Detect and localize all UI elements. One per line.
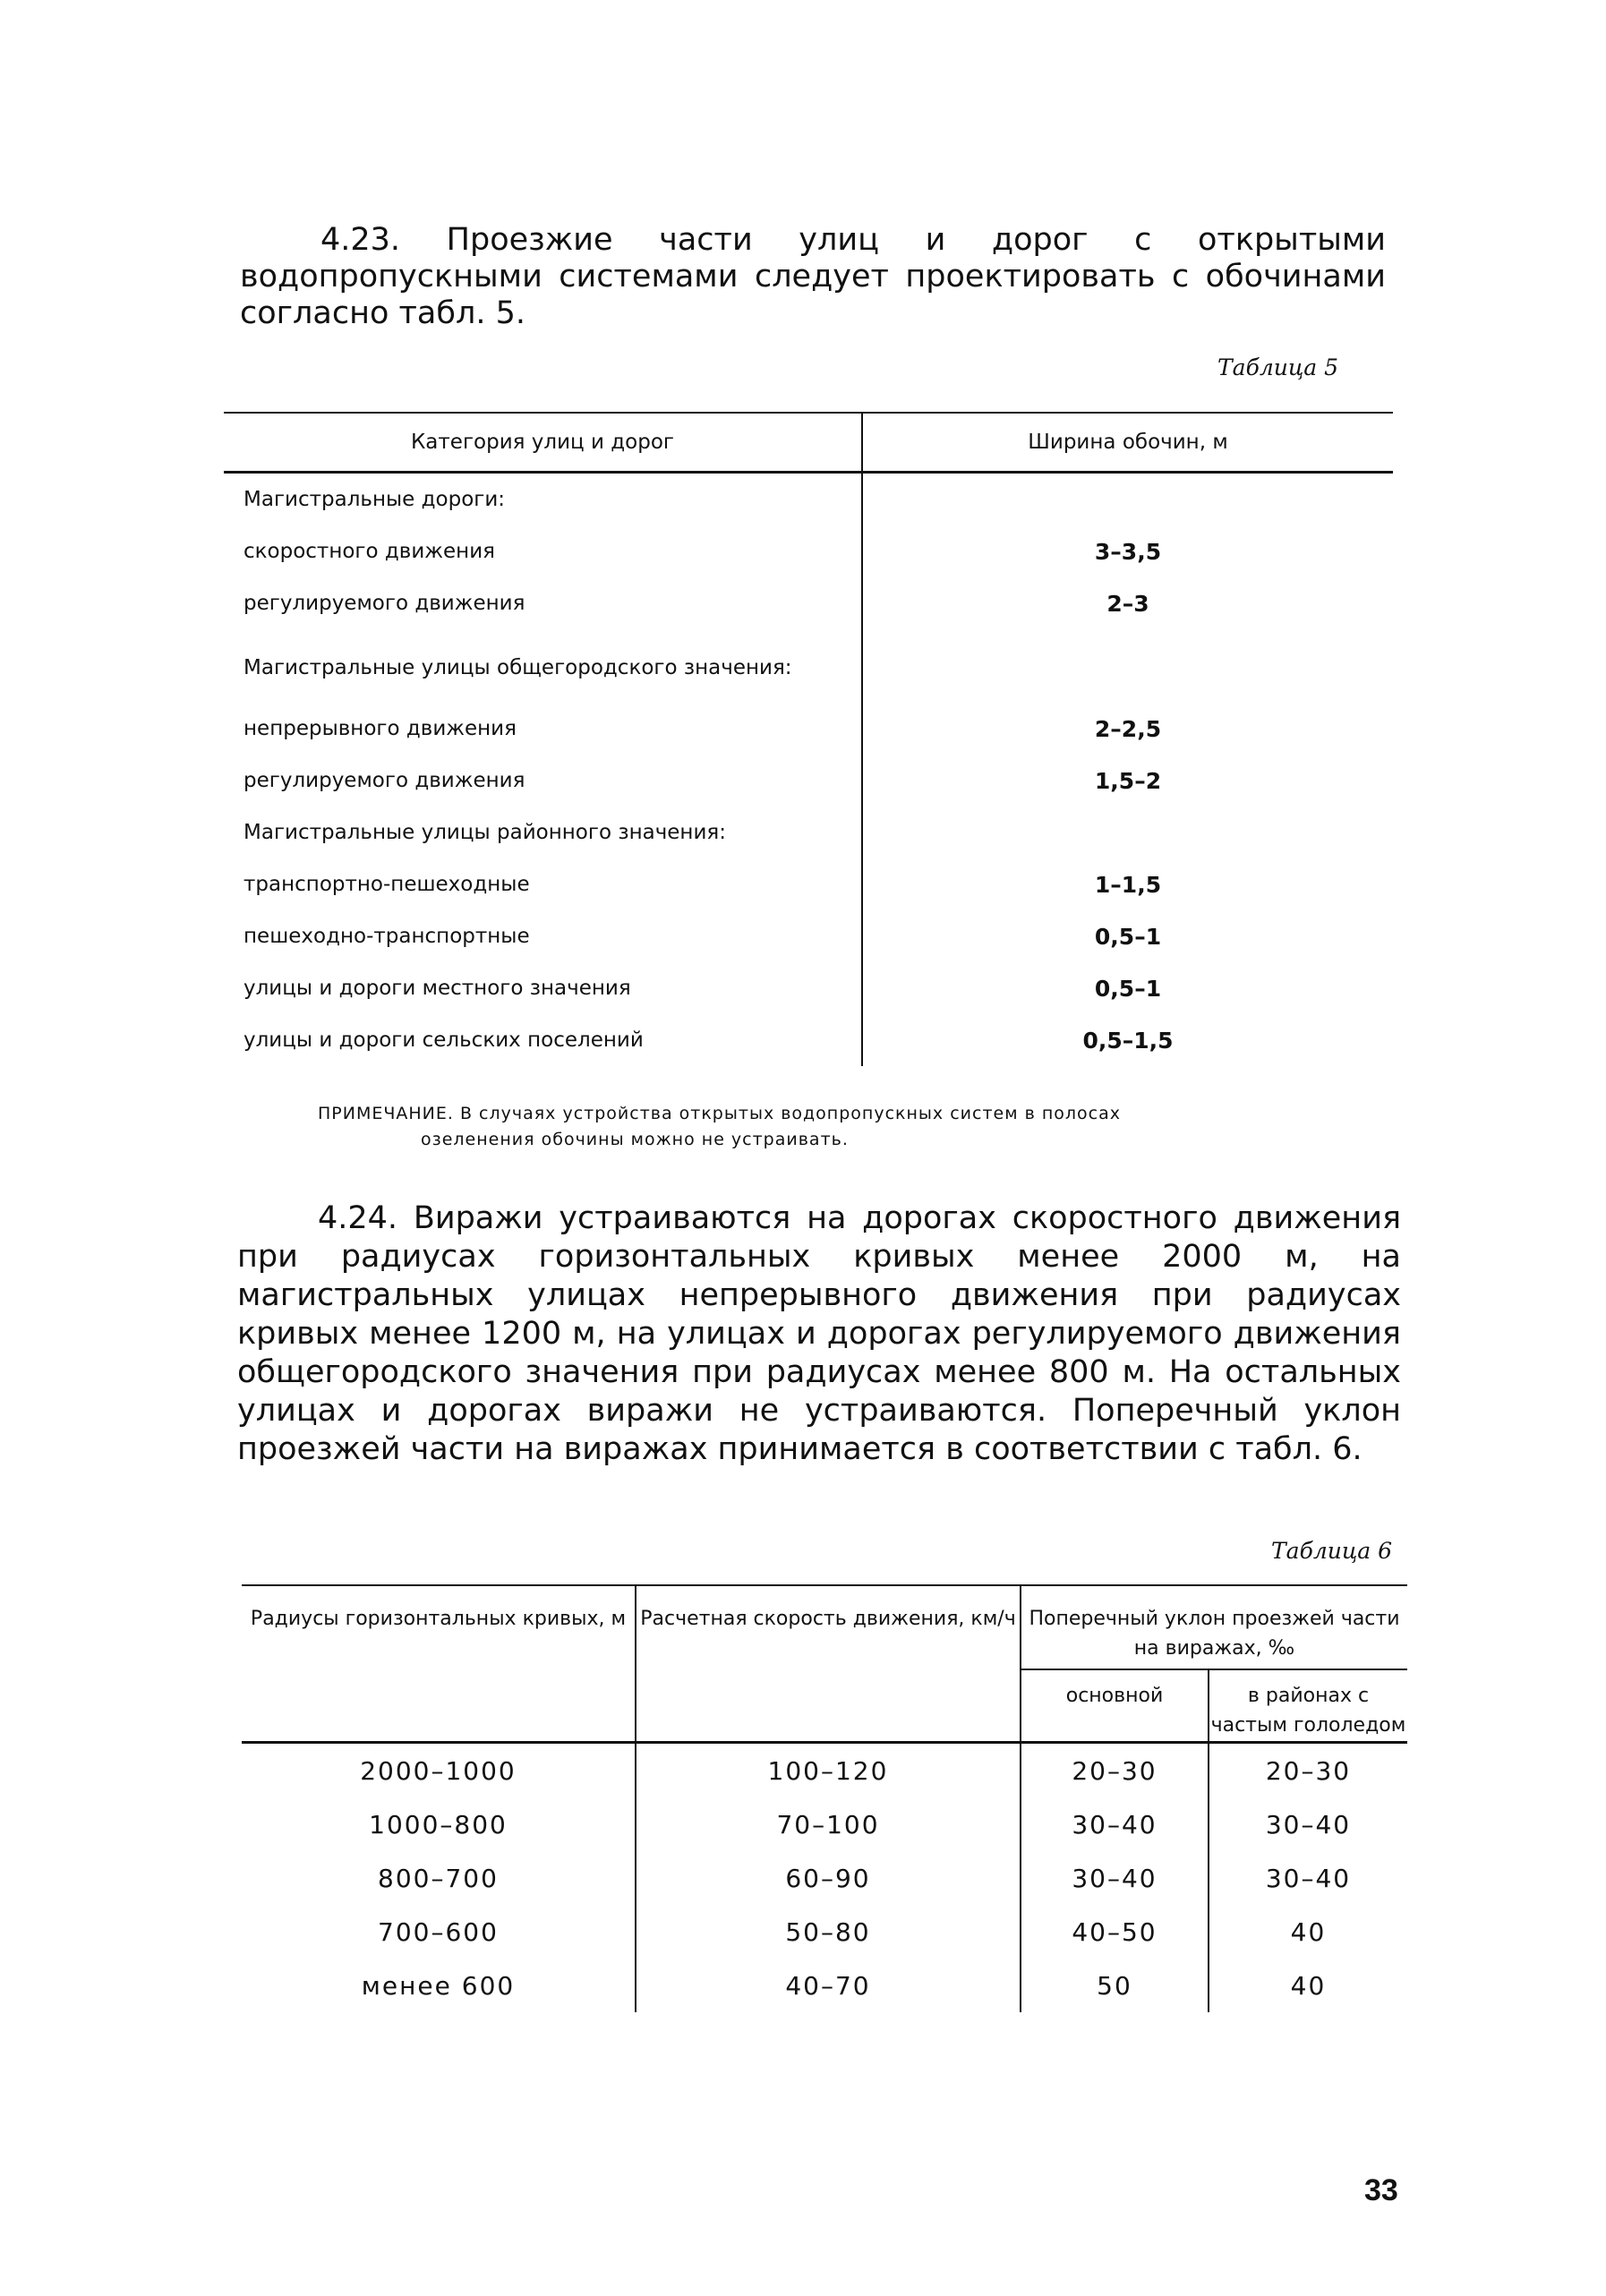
paragraph-4-24 <box>237 1199 1401 1469</box>
table-6-header-row <box>242 1585 1407 1669</box>
table-6-speed: 40–70 <box>636 1959 1021 2012</box>
table-5-category: Магистральные улицы общегородского значения: <box>224 629 862 703</box>
table-row <box>224 577 1393 629</box>
table-5-category: непрерывного движения <box>224 703 862 755</box>
table-row <box>224 629 1393 703</box>
table-5-category: регулируемого движения <box>224 577 862 629</box>
table-5-value: 1–1,5 <box>1094 871 1162 898</box>
table-5-category: Магистральные дороги: <box>224 473 862 526</box>
table-5-header-width: Ширина обочин, м <box>862 413 1393 473</box>
table-6-ice: 30–40 <box>1265 1809 1352 1839</box>
table-6-ice: 20–30 <box>1265 1755 1352 1786</box>
table-5-value: 0,5–1 <box>1094 923 1162 950</box>
table-6-caption: Таблица 6 <box>1271 1538 1393 1564</box>
table-6-ice: 30–40 <box>1265 1863 1352 1893</box>
table-5-value: 2–3 <box>1106 590 1149 617</box>
page-number: 33 <box>1364 2173 1398 2207</box>
table-6 <box>242 1584 1407 2012</box>
table-5-note <box>318 1101 1410 1153</box>
table-5-header-row <box>224 413 1393 473</box>
table-5-category: регулируемого движения <box>224 755 862 807</box>
table-row <box>224 1014 1393 1066</box>
table-row <box>224 703 1393 755</box>
table-6-speed: 70–100 <box>636 1797 1021 1851</box>
table-5-category: пешеходно-транспортные <box>224 910 862 962</box>
table-5-value: 0,5–1 <box>1094 975 1162 1002</box>
table-5 <box>224 412 1393 1066</box>
table-6-ice: 40 <box>1290 1970 1327 2001</box>
table-row <box>224 755 1393 807</box>
paragraph-4-23-text: 4.23. Проезжие части улиц и дорог с открытыми водопропускными системами следует проектировать с обочинами согласно табл. 5. <box>240 222 1386 331</box>
table-6-ice: 40 <box>1290 1916 1327 1947</box>
table-5-value: 3–3,5 <box>1094 538 1162 565</box>
table-5-header-category: Категория улиц и дорог <box>224 413 862 473</box>
table-6-header-main: основной <box>1021 1669 1209 1743</box>
table-6-radius: менее 600 <box>242 1959 636 2012</box>
table-row <box>224 525 1393 577</box>
table-6-main: 50 <box>1021 1959 1209 2012</box>
table-6-radius: 2000–1000 <box>242 1743 636 1798</box>
table-row <box>242 1743 1407 1798</box>
table-6-radius: 800–700 <box>242 1851 636 1905</box>
table-row <box>242 1905 1407 1959</box>
table-row <box>224 473 1393 526</box>
table-5-category: скоростного движения <box>224 525 862 577</box>
table-5-note-head: ПРИМЕЧАНИЕ. В случаях устройства открытых водопропускных систем в полосах <box>318 1104 1121 1123</box>
table-6-speed: 50–80 <box>636 1905 1021 1959</box>
table-5-value <box>862 807 1393 858</box>
table-6-header-speed: Расчетная скорость движения, км/ч <box>636 1585 1021 1743</box>
table-5-value: 2–2,5 <box>1094 715 1162 742</box>
table-6-header-ice: в районах с частым гололедом <box>1209 1669 1407 1743</box>
table-5-category: улицы и дороги местного значения <box>224 962 862 1014</box>
table-6-radius: 1000–800 <box>242 1797 636 1851</box>
table-5-value: 1,5–2 <box>1094 767 1162 794</box>
table-row <box>224 858 1393 910</box>
table-row <box>224 807 1393 858</box>
table-5-value <box>862 473 1393 526</box>
table-row <box>224 910 1393 962</box>
table-row <box>242 1797 1407 1851</box>
table-6-speed: 100–120 <box>636 1743 1021 1798</box>
table-6-main: 30–40 <box>1021 1851 1209 1905</box>
paragraph-4-23 <box>240 222 1386 332</box>
table-6-main: 20–30 <box>1021 1743 1209 1798</box>
table-row <box>242 1851 1407 1905</box>
table-6-header-radius: Радиусы горизонтальных кривых, м <box>242 1585 636 1743</box>
table-5-category: улицы и дороги сельских поселений <box>224 1014 862 1066</box>
table-5-category: транспортно-пешеходные <box>224 858 862 910</box>
table-5-value: 0,5–1,5 <box>1082 1027 1174 1054</box>
table-row <box>242 1959 1407 2012</box>
table-5-value <box>862 629 1393 703</box>
table-5-caption: Таблица 5 <box>1217 354 1339 380</box>
table-6-header-slope: Поперечный уклон проезжей части на виражах, ‰ <box>1021 1585 1407 1669</box>
table-6-main: 40–50 <box>1021 1905 1209 1959</box>
paragraph-4-24-text: 4.24. Виражи устраиваются на дорогах скоростного движения при радиусах горизонтальных кривых менее 2000 м, на магистральных улицах непрерывного движения при радиусах кривых менее 1200 м, на улицах и дорогах регулируемого движения общегородского значения при радиусах менее 800 м. На остальных улицах и дорогах виражи не устраиваются. Поперечный уклон проезжей части на виражах принимается в соответствии с табл. 6. <box>237 1200 1401 1467</box>
table-5-note-tail: озеленения обочины можно не устраивать. <box>421 1130 849 1149</box>
table-row <box>224 962 1393 1014</box>
table-6-speed: 60–90 <box>636 1851 1021 1905</box>
table-6-main: 30–40 <box>1021 1797 1209 1851</box>
table-5-category: Магистральные улицы районного значения: <box>224 807 862 858</box>
table-6-radius: 700–600 <box>242 1905 636 1959</box>
